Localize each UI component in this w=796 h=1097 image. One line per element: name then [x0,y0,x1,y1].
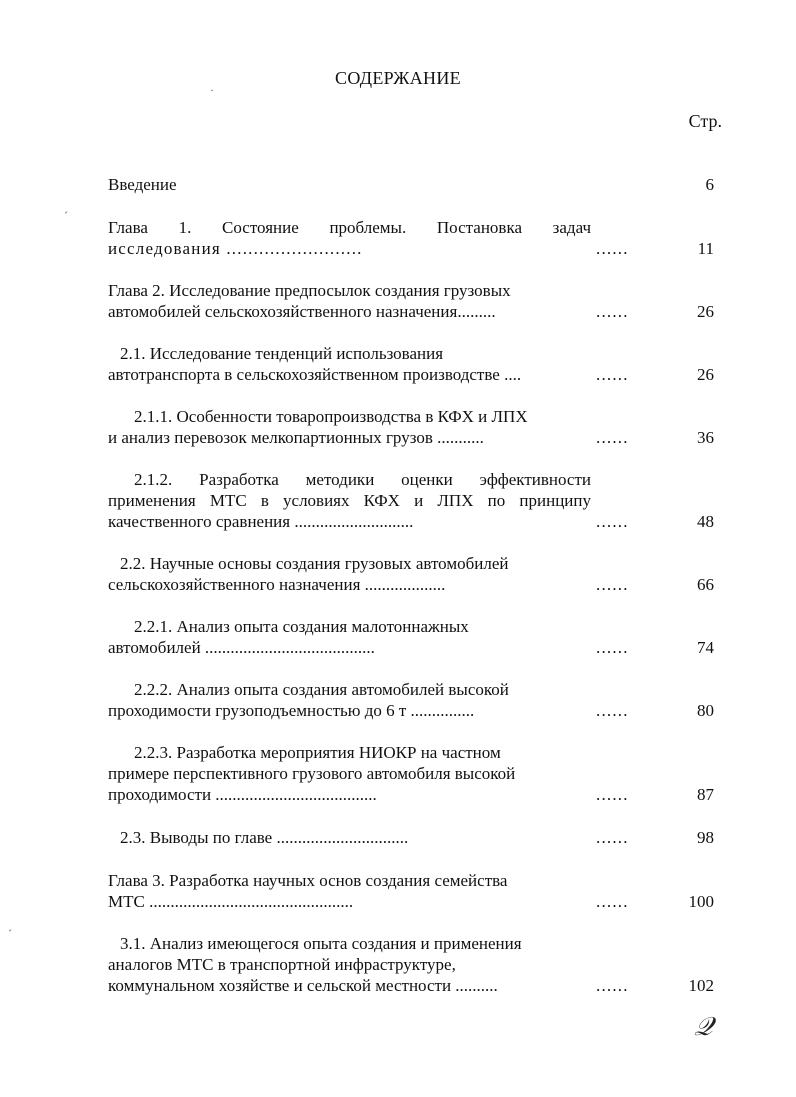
leader-dots: ...... [596,512,629,531]
toc-page-number: 11 [697,239,714,258]
toc-entry-line: 2.1.2. Разработка методики оценки эффективности [134,470,591,489]
toc-entry-line: проходимости ...................................... [108,785,377,804]
toc-entry-line: применения МТС в условиях КФХ и ЛПХ по принципу [108,491,591,510]
toc-entry-line: качественного сравнения ............................ [108,512,414,531]
toc-entry-line: коммунальном хозяйстве и сельской местности .......... [108,976,498,995]
toc-entry-line: Введение [108,175,177,194]
handwritten-page-mark: 𝒬 [694,1012,713,1042]
toc-entry-line: автомобилей сельскохозяйственного назначения......... [108,302,496,321]
toc-page-number: 98 [697,828,714,847]
page-title: СОДЕРЖАНИЕ [335,68,461,88]
leader-dots: ...... [596,976,629,995]
scan-speck: · [210,83,214,97]
toc-entry-line: аналогов МТС в транспортной инфраструктуре, [108,955,456,974]
toc-entry-line: автотранспорта в сельскохозяйственном производстве .... [108,365,522,384]
toc-entry-line: 2.3. Выводы по главе ............................... [120,828,409,847]
toc-entry-line: сельскохозяйственного назначения ................... [108,575,446,594]
toc-entry-line: 2.2.1. Анализ опыта создания малотоннажных [134,617,469,636]
leader-dots: ...... [596,701,629,720]
leader-dots: ...... [596,575,629,594]
toc-page-number: 26 [697,302,714,321]
leader-dots: ...... [596,365,629,384]
toc-entry-line: 2.2.3. Разработка мероприятия НИОКР на частном [134,743,501,762]
toc-entry-line: исследования ......................... [108,239,363,258]
scan-speck: ˊ [64,209,68,223]
toc-entry-line: 3.1. Анализ имеющегося опыта создания и применения [120,934,522,953]
leader-dots: ...... [596,785,629,804]
toc-page-number: 87 [697,785,714,804]
toc-entry-line: 2.2. Научные основы создания грузовых автомобилей [120,554,509,573]
toc-entry-line: 2.1.1. Особенности товаропроизводства в КФХ и ЛПХ [134,407,528,426]
toc-entry-line: Глава 1. Состояние проблемы. Постановка задач [108,218,591,237]
toc-entry-line: и анализ перевозок мелкопартионных грузов ........... [108,428,484,447]
toc-entry-line: 2.1. Исследование тенденций использования [120,344,444,363]
toc-page-number: 74 [697,638,714,657]
toc-page-number: 36 [697,428,714,447]
toc-entry-line: Глава 3. Разработка научных основ создания семейства [108,871,508,890]
leader-dots: ...... [596,302,629,321]
toc-page-number: 80 [697,701,714,720]
toc-page-number: 26 [697,365,714,384]
toc-entry-line: 2.2.2. Анализ опыта создания автомобилей высокой [134,680,509,699]
toc-page-number: 6 [705,175,714,194]
leader-dots: ...... [596,428,629,447]
toc-entry-line: автомобилей ........................................ [108,638,375,657]
toc-page-number: 66 [697,575,714,594]
leader-dots: ...... [596,828,629,847]
scan-speck: ˊ [8,927,12,941]
toc-entry-line: проходимости грузоподъемностью до 6 т ............... [108,701,475,720]
toc-entry-line: Глава 2. Исследование предпосылок создания грузовых [108,281,511,300]
toc-page-number: 48 [697,512,714,531]
toc-entry-line: МТС ................................................ [108,892,354,911]
page-column-label: Стр. [688,111,722,131]
toc-page-number: 102 [688,976,714,995]
leader-dots: ...... [596,638,629,657]
toc-entry-line: примере перспективного грузового автомобиля высокой [108,764,516,783]
leader-dots: ...... [596,239,629,258]
toc-page-number: 100 [688,892,714,911]
leader-dots: ...... [596,892,629,911]
